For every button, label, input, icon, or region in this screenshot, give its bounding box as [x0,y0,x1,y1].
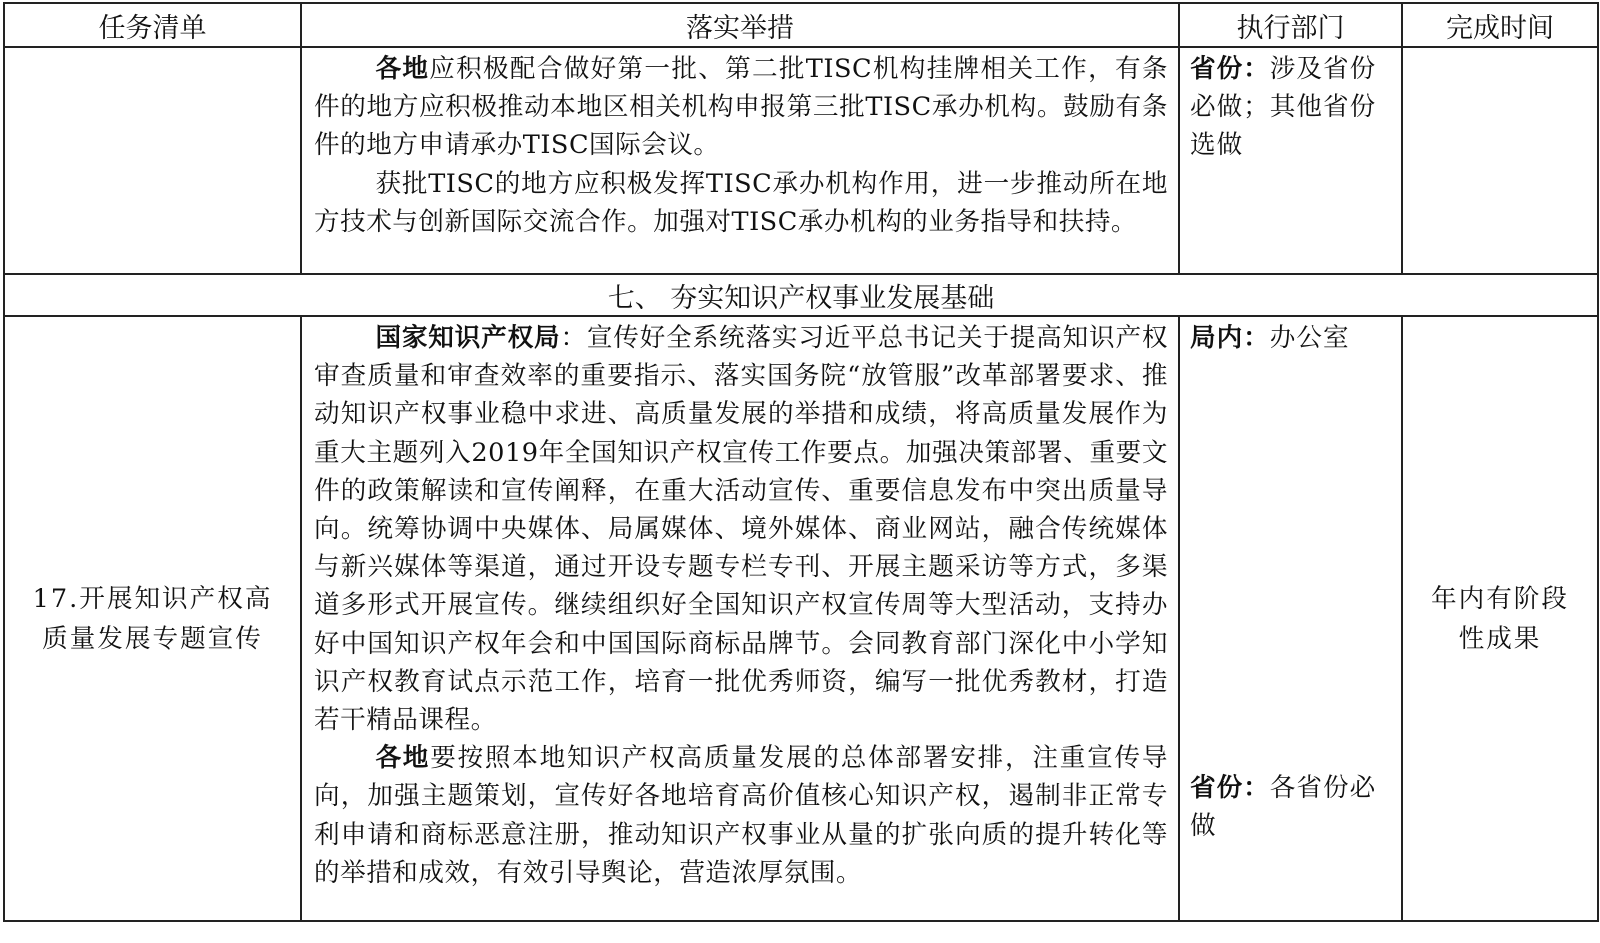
measure-text: 应积极配合做好第一批、第二批TISC机构挂牌相关工作，有条件的地方应积极推动本地区相关机构申报第三批TISC承办机构。鼓励有条件的地方申请承办TISC国际会议。 [314,54,1168,161]
department-lead: 省份： [1190,54,1270,84]
section-title: 七、 夯实知识产权事业发展基础 [4,274,1598,316]
measures-cell [301,47,1179,274]
department-lead: 局内： [1190,323,1270,353]
measure-lead: 各地 [375,743,431,774]
department-cell [1179,47,1402,274]
department-text: 办公室 [1269,323,1350,353]
measure-lead: 国家知识产权局 [375,323,561,353]
measure-lead: 各地 [375,54,430,84]
measure-paragraph [314,319,1168,739]
table-row-prev [4,47,1598,274]
measure-text: 要按照本地知识产权高质量发展的总体部署安排，注重宣传导向，加强主题策划，宣传好各地培育高价值核心知识产权，遏制非正常专利申请和商标恶意注册，推动知识产权事业从量的扩张向质的提升转化等的举措和成效，有效引导舆论，营造浓厚氛围。 [314,743,1168,888]
measure-text: 获批TISC的地方应积极发挥TISC承办机构作用，进一步推动所在地方技术与创新国际交流合作。加强对TISC承办机构的业务指导和扶持。 [314,168,1168,237]
task-cell [4,47,301,274]
measure-paragraph [314,739,1168,892]
department-text: 各省份必做 [1190,773,1377,842]
task-cell: 17.开展知识产权高质量发展专题宣传 [4,316,301,921]
header-deadline: 完成时间 [1402,3,1598,47]
department-text: 涉及省份必做；其他省份选做 [1190,54,1377,161]
task-table [3,2,1599,922]
section-row [4,274,1598,316]
department-lead: 省份： [1190,773,1270,803]
header-task: 任务清单 [4,3,301,47]
table-row-17 [4,316,1598,921]
table-header-row [4,3,1598,47]
header-department: 执行部门 [1179,3,1402,47]
department-lower [1190,769,1401,845]
department-upper [1190,319,1393,357]
measure-paragraph [314,50,1168,165]
measure-text: ：宣传好全系统落实习近平总书记关于提高知识产权审查质量和审查效率的重要指示、落实国务院“放管服”改革部署要求、推动知识产权事业稳中求进、高质量发展的举措和成绩，将高质量发展作为重大主题列入2019年全国知识产权宣传工作要点。加强决策部署、重要文件的政策解读和宣传阐释，在重大活动宣传、重要信息发布中突出质量导向。统筹协调中央媒体、局属媒体、境外媒体、商业网站，融合传统媒体与新兴媒体等渠道，通过开设专题专栏专刊、开展主题采访等方式，多渠道多形式开展宣传。继续组织好全国知识产权宣传周等大型活动，支持办好中国知识产权年会和中国国际商标品牌节。会同教育部门深化中小学知识产权教育试点示范工作，培育一批优秀师资，编写一批优秀教材，打造若干精品课程。 [314,323,1168,736]
department-cell [1179,316,1402,921]
header-measures: 落实举措 [301,3,1179,47]
measures-cell [301,316,1179,921]
measure-paragraph [314,165,1168,241]
deadline-cell [1402,47,1598,274]
deadline-cell: 年内有阶段性成果 [1402,316,1598,921]
